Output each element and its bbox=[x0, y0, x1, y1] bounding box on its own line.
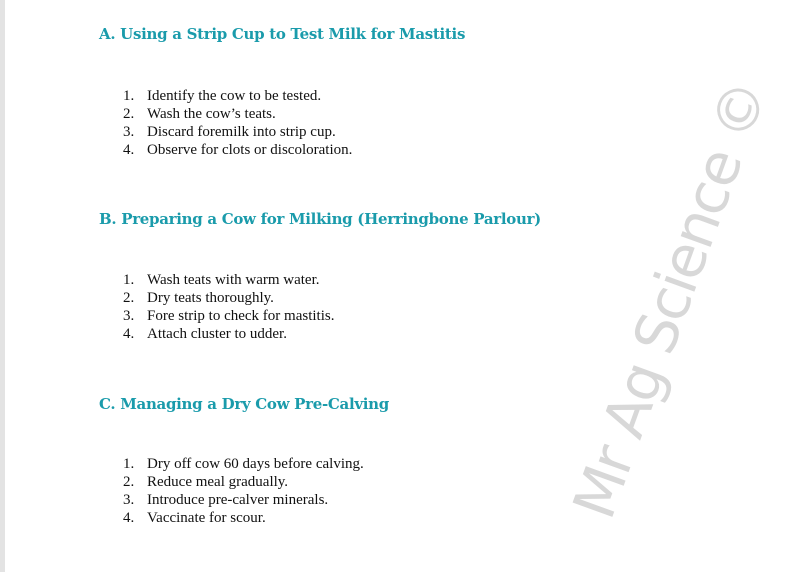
list-item: 4. Attach cluster to udder. bbox=[123, 326, 287, 342]
section-c bbox=[99, 395, 389, 526]
list-item: 1. Dry off cow 60 days before calving. bbox=[123, 456, 364, 472]
list-item: 3. Discard foremilk into strip cup. bbox=[123, 124, 336, 140]
section-title: A. Using a Strip Cup to Test Milk for Mastitis bbox=[99, 25, 466, 43]
list-item: 2. Dry teats thoroughly. bbox=[123, 290, 274, 306]
steps-list bbox=[123, 87, 352, 159]
steps-list bbox=[123, 455, 364, 527]
list-item: 1. Wash teats with warm water. bbox=[123, 272, 320, 288]
list-item: 2. Wash the cow’s teats. bbox=[123, 106, 276, 122]
section-b bbox=[99, 210, 541, 342]
page-edge bbox=[0, 0, 5, 572]
list-item: 2. Reduce meal gradually. bbox=[123, 474, 289, 490]
section-title: C. Managing a Dry Cow Pre-Calving bbox=[99, 395, 389, 413]
list-item: 4. Vaccinate for scour. bbox=[123, 510, 266, 526]
watermark: Mr Ag Science © bbox=[559, 72, 781, 528]
list-item: 3. Introduce pre-calver minerals. bbox=[123, 492, 329, 508]
list-item: 4. Observe for clots or discoloration. bbox=[123, 142, 353, 158]
steps-list bbox=[123, 271, 334, 343]
section-a bbox=[99, 25, 466, 158]
section-title: B. Preparing a Cow for Milking (Herringbone Parlour) bbox=[99, 210, 541, 228]
list-item: 1. Identify the cow to be tested. bbox=[123, 88, 322, 104]
list-item: 3. Fore strip to check for mastitis. bbox=[123, 308, 335, 324]
